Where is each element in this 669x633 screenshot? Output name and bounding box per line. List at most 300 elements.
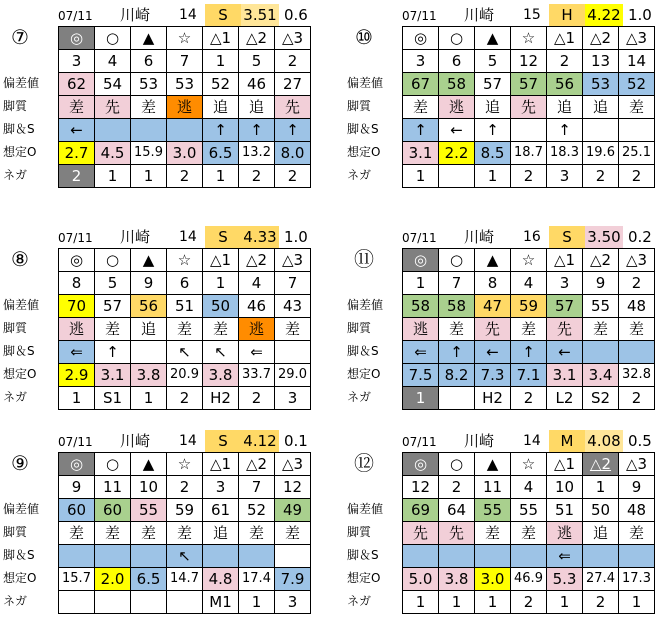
mark-cell: △2 [583,249,619,272]
mark-cell: ☆ [167,249,203,272]
kyakushitsu-cell: 先 [547,318,583,341]
horse-number-cell: 12 [275,476,311,499]
hensachi-cell: 55 [511,499,547,522]
race-date: 07/11 [58,435,93,449]
nega-cell: 1 [203,165,239,188]
hensachi-cell: 54 [95,73,131,96]
nega-cell: 2 [275,165,311,188]
hensachi-cell: 59 [511,295,547,318]
odds-cell: 3.0 [475,568,511,591]
race-date: 07/11 [402,435,437,449]
arrow-cell [583,545,619,568]
nega-cell: 1 [403,387,439,410]
mark-cell: △2 [239,453,275,476]
nega-cell [439,387,475,410]
row-label: 脚＆S [3,344,35,358]
arrow-cell: ↑ [203,119,239,142]
index-deviation: 1.0 [628,6,652,24]
mark-row [403,27,655,50]
horse-number-cell: 3 [403,50,439,73]
kyakushitsu-cell: 差 [619,96,655,119]
race-panel [0,430,320,630]
horse-number-cell: 6 [167,272,203,295]
mark-cell: △2 [239,27,275,50]
nega-cell: 1 [59,387,95,410]
horse-number-cell: 12 [511,50,547,73]
kyakushitsu-row [403,96,655,119]
odds-cell: 17.4 [239,568,275,591]
row-label: ネガ [347,390,372,404]
mark-cell: △1 [547,27,583,50]
row-label: 想定O [3,145,37,159]
odds-cell: 4.8 [203,568,239,591]
nega-row [403,165,655,188]
index-deviation: 0.5 [628,432,652,450]
hensachi-cell: 52 [619,73,655,96]
row-label: 脚質 [347,99,372,113]
horse-number-cell: 10 [547,476,583,499]
kyakushitsu-cell: 差 [167,522,203,545]
kyakushitsu-cell: 差 [95,522,131,545]
hensachi-cell: 56 [547,73,583,96]
track-name: 川崎 [120,6,151,24]
arrow-cell: ← [59,119,95,142]
mark-cell: ▲ [131,249,167,272]
nega-row [403,591,655,614]
row-label: 脚質 [3,99,28,113]
kyakushitsu-cell: 差 [59,96,95,119]
mark-cell: ☆ [511,249,547,272]
mark-cell: ☆ [167,27,203,50]
row-label: ネガ [3,594,28,608]
row-label: 脚質 [3,525,28,539]
hensachi-row [403,73,655,96]
horse-number-cell: 8 [59,272,95,295]
horse-number-cell: 3 [203,476,239,499]
row-label: 偏差値 [347,76,384,90]
hensachi-cell: 48 [619,499,655,522]
horse-number-cell: 1 [203,50,239,73]
mark-row [403,453,655,476]
nega-cell: 2 [511,591,547,614]
mark-row [59,453,311,476]
odds-cell: 14.7 [167,568,203,591]
arrow-cell: ⇐ [403,341,439,364]
odds-cell: 18.7 [511,142,547,165]
arrow-cell [131,341,167,364]
kyakushitsu-cell: 差 [95,318,131,341]
track-condition: S [218,6,228,24]
kyakushitsu-row [59,96,311,119]
race-index: 4.33 [243,228,277,246]
nega-cell: L2 [547,387,583,410]
race-date: 07/11 [58,9,93,23]
horse-number-cell: 7 [439,272,475,295]
arrow-row [59,341,311,364]
nega-cell: 2 [239,165,275,188]
kyakushitsu-cell: 差 [511,318,547,341]
horse-number-row [59,50,311,73]
horse-number-cell: 2 [167,476,203,499]
mark-cell: ▲ [131,27,167,50]
odds-cell: 8.2 [439,364,475,387]
odds-row [403,364,655,387]
kyakushitsu-cell: 追 [583,96,619,119]
kyakushitsu-cell: 先 [511,96,547,119]
horse-number-cell: 5 [239,50,275,73]
odds-cell: 33.7 [239,364,275,387]
track-condition: S [218,228,228,246]
nega-cell: 2 [59,165,95,188]
race-panel [344,430,664,630]
kyakushitsu-cell: 先 [439,522,475,545]
odds-cell: 6.5 [203,142,239,165]
nega-cell: 2 [239,387,275,410]
hensachi-cell: 27 [275,73,311,96]
arrow-cell [583,119,619,142]
odds-cell: 15.9 [131,142,167,165]
kyakushitsu-cell: 追 [131,318,167,341]
arrow-cell [275,545,311,568]
track-condition: S [562,228,572,246]
kyakushitsu-cell: 差 [403,96,439,119]
mark-row [403,249,655,272]
horse-number-cell: 9 [59,476,95,499]
row-label: 想定O [3,367,37,381]
hensachi-cell: 53 [167,73,203,96]
nega-cell: 2 [619,387,655,410]
mark-row [59,249,311,272]
hensachi-cell: 57 [475,73,511,96]
mark-cell: △2 [583,453,619,476]
arrow-cell [619,341,655,364]
odds-cell: 19.6 [583,142,619,165]
nega-cell [131,591,167,614]
arrow-cell: ↖ [203,341,239,364]
nega-row [59,591,311,614]
row-label: 脚＆S [347,548,379,562]
odds-cell: 2.7 [59,142,95,165]
track-name: 川崎 [120,228,151,246]
horse-number-cell: 5 [475,50,511,73]
odds-cell: 13.2 [239,142,275,165]
arrow-cell [167,119,203,142]
arrow-cell [239,545,275,568]
row-label: 脚質 [3,321,28,335]
nega-cell: 1 [475,165,511,188]
row-label: 想定O [347,145,381,159]
race-number: ⑧ [11,247,29,271]
race-panel [0,4,320,204]
horse-number-row [59,476,311,499]
mark-cell: ◎ [59,27,95,50]
kyakushitsu-cell: 追 [239,96,275,119]
mark-cell: △3 [275,249,311,272]
mark-cell: ◎ [403,453,439,476]
kyakushitsu-cell: 先 [95,96,131,119]
mark-cell: ◎ [403,249,439,272]
field-size: 14 [179,433,197,449]
arrow-cell [619,119,655,142]
nega-cell: 3 [275,591,311,614]
race-header [344,4,652,26]
kyakushitsu-cell: 追 [583,522,619,545]
mark-cell: ☆ [511,27,547,50]
horse-number-cell: 3 [59,50,95,73]
odds-row [59,364,311,387]
index-deviation: 0.6 [284,6,308,24]
nega-cell [167,591,203,614]
race-index: 4.22 [587,6,621,24]
mark-cell: ◎ [403,27,439,50]
odds-cell: 3.1 [547,364,583,387]
arrow-cell [403,545,439,568]
horse-number-cell: 9 [619,476,655,499]
mark-cell: ○ [95,249,131,272]
field-size: 15 [523,7,541,23]
kyakushitsu-cell: 差 [203,318,239,341]
nega-cell [439,165,475,188]
mark-cell: △2 [239,249,275,272]
kyakushitsu-cell: 逃 [439,96,475,119]
race-index: 4.12 [243,432,277,450]
nega-cell [59,591,95,614]
hensachi-cell: 43 [275,295,311,318]
nega-row [59,165,311,188]
mark-cell: ▲ [475,453,511,476]
arrow-cell [475,545,511,568]
track-condition: S [218,432,228,450]
odds-row [59,142,311,165]
race-number: ⑦ [11,25,29,49]
hensachi-cell: 58 [403,295,439,318]
hensachi-cell: 57 [511,73,547,96]
mark-cell: ◎ [59,453,95,476]
track-name: 川崎 [464,432,495,450]
horse-number-cell: 4 [239,272,275,295]
hensachi-cell: 55 [475,499,511,522]
arrow-cell [511,545,547,568]
row-label: 想定O [3,571,37,585]
horse-number-cell: 9 [131,272,167,295]
kyakushitsu-cell: 差 [619,522,655,545]
odds-cell: 2.9 [59,364,95,387]
arrow-cell: ⇐ [547,545,583,568]
hensachi-cell: 60 [95,499,131,522]
race-header [0,430,308,452]
arrow-cell [95,119,131,142]
odds-cell: 18.3 [547,142,583,165]
kyakushitsu-cell: 差 [275,318,311,341]
row-label: 偏差値 [3,298,40,312]
kyakushitsu-cell: 追 [547,96,583,119]
kyakushitsu-cell: 追 [203,522,239,545]
nega-cell: 1 [547,591,583,614]
kyakushitsu-cell: 差 [619,318,655,341]
arrow-cell [583,341,619,364]
odds-cell: 6.5 [131,568,167,591]
kyakushitsu-cell: 差 [511,522,547,545]
hensachi-cell: 51 [167,295,203,318]
kyakushitsu-cell: 差 [275,522,311,545]
hensachi-cell: 62 [59,73,95,96]
hensachi-row [59,295,311,318]
arrow-cell: ⇐ [239,341,275,364]
kyakushitsu-cell: 追 [203,96,239,119]
odds-cell: 5.3 [547,568,583,591]
horse-number-cell: 8 [475,272,511,295]
nega-cell: 1 [95,165,131,188]
race-panel [0,226,320,426]
odds-cell: 8.0 [275,142,311,165]
nega-row [59,387,311,410]
mark-cell: △1 [547,249,583,272]
hensachi-cell: 60 [59,499,95,522]
horse-number-row [59,272,311,295]
nega-cell: H2 [475,387,511,410]
nega-cell: 1 [619,591,655,614]
hensachi-cell: 46 [239,73,275,96]
kyakushitsu-cell: 差 [239,522,275,545]
hensachi-cell: 57 [547,295,583,318]
nega-cell: S2 [583,387,619,410]
nega-cell: 2 [167,387,203,410]
kyakushitsu-cell: 逃 [239,318,275,341]
mark-cell: △3 [275,453,311,476]
odds-cell: 25.1 [619,142,655,165]
odds-cell: 7.3 [475,364,511,387]
arrow-cell: ↖ [167,341,203,364]
kyakushitsu-cell: 先 [275,96,311,119]
horse-number-row [403,50,655,73]
mark-cell: △2 [583,27,619,50]
race-date: 07/11 [402,9,437,23]
mark-cell: △3 [619,27,655,50]
odds-cell: 3.8 [439,568,475,591]
index-deviation: 1.0 [284,228,308,246]
arrow-cell: ↑ [547,119,583,142]
mark-cell: ▲ [475,27,511,50]
index-deviation: 0.2 [628,228,652,246]
field-size: 16 [523,229,541,245]
hensachi-row [59,73,311,96]
horse-number-cell: 7 [239,476,275,499]
hensachi-cell: 53 [583,73,619,96]
mark-cell: ○ [439,453,475,476]
kyakushitsu-cell: 差 [131,522,167,545]
mark-cell: △1 [203,249,239,272]
nega-cell: 2 [619,165,655,188]
nega-cell: 2 [583,591,619,614]
nega-cell: 1 [239,591,275,614]
odds-cell: 46.9 [511,568,547,591]
horse-number-cell: 6 [131,50,167,73]
nega-cell: 1 [475,591,511,614]
horse-number-cell: 3 [547,272,583,295]
mark-cell: △3 [275,27,311,50]
race-index: 4.08 [587,432,621,450]
hensachi-cell: 58 [439,295,475,318]
mark-cell: △3 [619,249,655,272]
odds-cell: 17.3 [619,568,655,591]
mark-cell: ○ [439,27,475,50]
arrow-cell: ← [475,341,511,364]
index-deviation: 0.1 [284,432,308,450]
odds-cell: 2.0 [95,568,131,591]
arrow-row [59,545,311,568]
row-label: 偏差値 [3,76,40,90]
hensachi-cell: 52 [239,499,275,522]
odds-cell: 4.5 [95,142,131,165]
kyakushitsu-cell: 先 [475,318,511,341]
nega-cell: H2 [203,387,239,410]
odds-cell: 3.0 [167,142,203,165]
arrow-cell [131,545,167,568]
horse-number-cell: 12 [403,476,439,499]
mark-cell: ○ [95,27,131,50]
row-label: 脚＆S [3,548,35,562]
odds-row [403,568,655,591]
nega-cell: M1 [203,591,239,614]
arrow-cell [59,545,95,568]
horse-number-row [403,476,655,499]
kyakushitsu-cell: 逃 [547,522,583,545]
arrow-cell: ↑ [95,341,131,364]
nega-cell [95,591,131,614]
odds-cell: 5.0 [403,568,439,591]
hensachi-cell: 48 [619,295,655,318]
race-panel [344,226,664,426]
hensachi-cell: 51 [547,499,583,522]
row-label: 偏差値 [3,502,40,516]
arrow-cell: ↑ [475,119,511,142]
field-size: 14 [179,7,197,23]
horse-number-cell: 1 [583,476,619,499]
nega-cell: 1 [131,165,167,188]
hensachi-cell: 70 [59,295,95,318]
kyakushitsu-row [59,318,311,341]
horse-number-cell: 7 [167,50,203,73]
hensachi-cell: 52 [203,73,239,96]
arrow-row [403,545,655,568]
horse-number-cell: 10 [131,476,167,499]
row-label: 脚＆S [347,122,379,136]
row-label: 偏差値 [347,298,384,312]
race-number: ⑨ [11,451,29,475]
arrow-cell: ⇐ [59,341,95,364]
nega-cell: 3 [275,387,311,410]
row-label: 偏差値 [347,502,384,516]
kyakushitsu-cell: 差 [167,318,203,341]
odds-cell: 7.5 [403,364,439,387]
arrow-cell [131,119,167,142]
mark-cell: △1 [547,453,583,476]
kyakushitsu-row [403,522,655,545]
track-condition: M [560,432,574,450]
kyakushitsu-cell: 差 [439,318,475,341]
kyakushitsu-cell: 差 [131,96,167,119]
arrow-cell: ↑ [239,119,275,142]
horse-number-cell: 5 [95,272,131,295]
kyakushitsu-cell: 逃 [167,96,203,119]
odds-cell: 15.7 [59,568,95,591]
horse-table [58,248,311,410]
race-header [344,226,652,248]
horse-table [58,26,311,188]
track-name: 川崎 [120,432,151,450]
hensachi-cell: 59 [167,499,203,522]
track-name: 川崎 [464,6,495,24]
